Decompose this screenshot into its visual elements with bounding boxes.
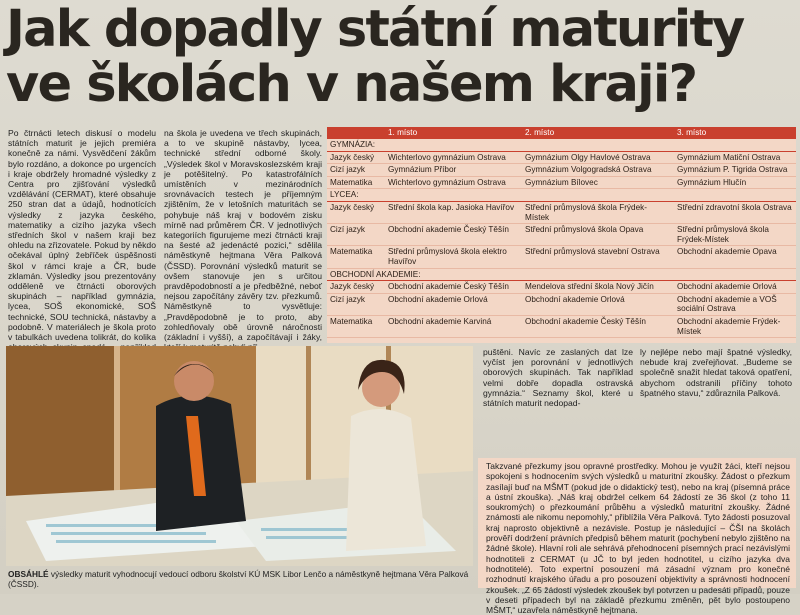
table-cell-subject: Cizí jazyk [327, 164, 385, 177]
caption-text: výsledky maturit vyhodnocují vedoucí odboru školství KÚ MSK Libor Lenčo a náměstkyně hejtmana Věra Palková (ČSSD). [8, 569, 469, 589]
table-cell-third: Gymnázium Matiční Ostrava [674, 151, 796, 164]
intro-column-1 [8, 128, 156, 344]
table-row [327, 176, 796, 189]
table-cell-second: Obchodní akademie Český Těšín [522, 315, 674, 337]
headline-line-2: ve školách v našem kraji? [6, 55, 697, 114]
table-row [327, 224, 796, 246]
middle-column-1 [483, 347, 633, 457]
table-cell-third: Střední zdravotní škola Ostrava [674, 201, 796, 223]
table-cell-first: Gymnázium Příbor [385, 164, 522, 177]
table-cell-third: Střední průmyslová škola Frýdek-Místek [674, 224, 796, 246]
middle-paragraph-2: ly nejlépe nebo mají špatné výsledky, nebude kraj zveřejňovat. „Budeme se společně snažit hledat taková opatření, abychom odstranili příčiny tohoto špatného stavu,“ zdůraznila Palková. [640, 347, 792, 398]
table-cell-third: Gymnázium P. Tigrida Ostrava [674, 164, 796, 177]
table-section-row [327, 189, 796, 202]
intro-column-2 [164, 128, 322, 344]
table-cell-second: Gymnázium Volgogradská Ostrava [522, 164, 674, 177]
table-cell-second: Střední průmyslová škola Opava [522, 224, 674, 246]
results-table-header [327, 127, 796, 139]
photo-door [6, 346, 116, 506]
table-section-row [327, 268, 796, 281]
table-cell-second: Střední průmyslová stavební Ostrava [522, 246, 674, 268]
table-cell-first: Obchodní akademie Orlová [385, 293, 522, 315]
table-section-title: OBCHODNÍ AKADEMIE: [327, 268, 796, 281]
table-cell-first: Obchodní akademie Karviná [385, 315, 522, 337]
table-row [327, 315, 796, 337]
table-section-title: LYCEA: [327, 189, 796, 202]
table-cell-subject: Jazyk český [327, 281, 385, 294]
table-cell-second: Mendelova střední škola Nový Jičín [522, 281, 674, 294]
results-table-box [327, 127, 796, 343]
sidebar-box-text [486, 461, 790, 615]
table-cell-third: Obchodní akademie Opava [674, 246, 796, 268]
photo-illustration [6, 346, 473, 566]
header-third-place: 3. místo [674, 127, 796, 139]
photo-row [51, 532, 206, 535]
photo-window-frame [306, 346, 311, 486]
table-cell-subject: Cizí jazyk [327, 224, 385, 246]
table-cell-subject: Matematika [327, 315, 385, 337]
table-cell-first: Wichterlovo gymnázium Ostrava [385, 176, 522, 189]
table-row [327, 293, 796, 315]
photo [6, 346, 473, 566]
table-cell-third: Obchodní akademie Orlová [674, 281, 796, 294]
results-table [327, 127, 796, 338]
middle-column-2 [640, 347, 792, 457]
table-cell-third: Gymnázium Hlučín [674, 176, 796, 189]
intro-paragraph-2: na škola je uvedena ve třech skupinách, a to ve skupině nástavby, lycea, technické střední odborné školy. „Výsledek škol v Moravskoslezském kraji je potěšitelný. Po katastrofálních umístěních v mezinárodních srovnávacích testech je příjemným zjištěním, že v letošních maturitách se pohybuje náš kraj v bodovém zisku mírně nad průměrem ČR. V jednotlivých kategoriích figurujeme mezi čtrnácti kraji na šesté až jedenácté pozici,“ sdělila náměstkyně hejtmana Věra Palková (ČSSD). Porovnání výsledků maturit se ovšem stanovuje jen s určitou pravděpodobností a je předběžné, neboť nejsou započítány závěry tzv. přezkumů. Náměstkyně to vysvětluje: „Pravděpodobně je to proto, aby zohledňovaly obě úrovně náročnosti (základní i vyšší), a započítávají i žáky, [164, 128, 322, 343]
table-cell-first: Střední škola kap. Jasioka Havířov [385, 201, 522, 223]
header-first-place: 1. místo [385, 127, 522, 139]
table-row [327, 201, 796, 223]
table-row [327, 281, 796, 294]
table-cell-subject: Matematika [327, 246, 385, 268]
photo-caption [8, 569, 478, 589]
table-cell-subject: Matematika [327, 176, 385, 189]
headline [6, 2, 786, 112]
table-cell-subject: Jazyk český [327, 201, 385, 223]
photo-man-head [174, 361, 214, 401]
table-cell-second: Obchodní akademie Orlová [522, 293, 674, 315]
intro-paragraph-1: Po čtrnácti letech diskusí o modelu státních maturit je jejich premiéra konečně za námi. Vysvědčení žákům bylo rozdáno, a dokonce po urgencích i kraje obdržely hromadné výsledky z Centra pro zjišťování výsledků vzdělávání (CERMAT), které obsahuje 250 stran dat a údajů, hodnotících výsledky z jazyka českého, matematiky a cizího jazyka všech středních škol v našem kraji bez ohledu na zřizovatele. Pokud by někdo očekával úplný žebříček úspěšnosti škol v rámci kraje a ČR, bude zklamán. Výsledky jsou prezentovány odděleně ve čtrnácti oborových skupinách – například gymnázia, lycea, SOŠ ekonomické, SOŠ technické, SOU technická, nástavby a podobně. V materiálech je škola proto v tabulkách uvedena tolikrát, do kolika [8, 128, 156, 343]
header-second-place: 2. místo [522, 127, 674, 139]
headline-line-1: Jak dopadly státní maturity [6, 0, 744, 59]
table-cell-second: Gymnázium Bílovec [522, 176, 674, 189]
table-row [327, 151, 796, 164]
table-section-title: GYMNÁZIA: [327, 139, 796, 151]
sidebar-paragraph: Takzvané přezkumy jsou opravné prostředky. Mohou je využít žáci, kteří nejsou spokojeni s hodnocením svých výsledků u maturitní zkoušky. Žádost o přezkum zasílají buď na MŠMT (pokud jde o didaktický test), nebo na kraj (písemná práce a ústní zkouška). „Náš kraj obdržel celkem 64 žádostí ze 36 škol (z toho 11 soukromých) o přezkoumání průběhu a výsledků maturitní zkoušky. Žádné známosti ale nikomu nepomohly,“ přiblížila Věra Palková. Tyto žádosti posuzoval kraj naprosto objektivně a nezávisle. Postup je následující – ČŠI na školách prověří dodržení právních předpisů během maturit (pochybení nebylo zjištěno na žádné škole). Hlavní roli ale sehrává přehodnocení písemných prací nezávislými hodnotiteli z CERMAT (u JČ to byl jeden hodnotitel, u cizího jazyka dva hodnotitelé). Toto expertní posouzení má zásadní význam pro konečné rozhodnutí krajského úřadu a pro posouzení objektivity a správnosti hodnocení zkoušek. „Z 65 žádostí výsledek zkoušek byl potvrzen u padesáti případů, pouze v deseti případech byl na základě přezkumu změněn, pět bylo postoupeno MŠMT,“ uzavřela náměstkyně hejtmana. [486, 461, 790, 615]
middle-paragraph-1: puštěni. Navíc ze zaslaných dat lze vyčíst jen porovnání v jednotlivých oborových skupinách. Tak například velmi dobře dopadla ostravská gymnázia.“ Seznamy škol, které u státních maturit nedopad- [483, 347, 633, 409]
table-cell-subject: Cizí jazyk [327, 293, 385, 315]
table-cell-second: Gymnázium Olgy Havlové Ostrava [522, 151, 674, 164]
table-cell-first: Obchodní akademie Český Těšín [385, 224, 522, 246]
table-row [327, 246, 796, 268]
table-cell-third: Obchodní akademie Frýdek-Místek [674, 315, 796, 337]
photo-door-frame [114, 346, 120, 506]
table-cell-first: Obchodní akademie Český Těšín [385, 281, 522, 294]
table-cell-first: Střední průmyslová škola elektro Havířov [385, 246, 522, 268]
table-cell-subject: Jazyk český [327, 151, 385, 164]
caption-lead: OBSÁHLÉ [8, 569, 49, 579]
header-subject [327, 127, 385, 139]
table-cell-third: Obchodní akademie a VOŠ sociální Ostrava [674, 293, 796, 315]
table-cell-second: Střední průmyslová škola Frýdek-Místek [522, 201, 674, 223]
photo-row [56, 540, 216, 543]
table-section-row [327, 139, 796, 151]
table-cell-first: Wichterlovo gymnázium Ostrava [385, 151, 522, 164]
table-row [327, 164, 796, 177]
